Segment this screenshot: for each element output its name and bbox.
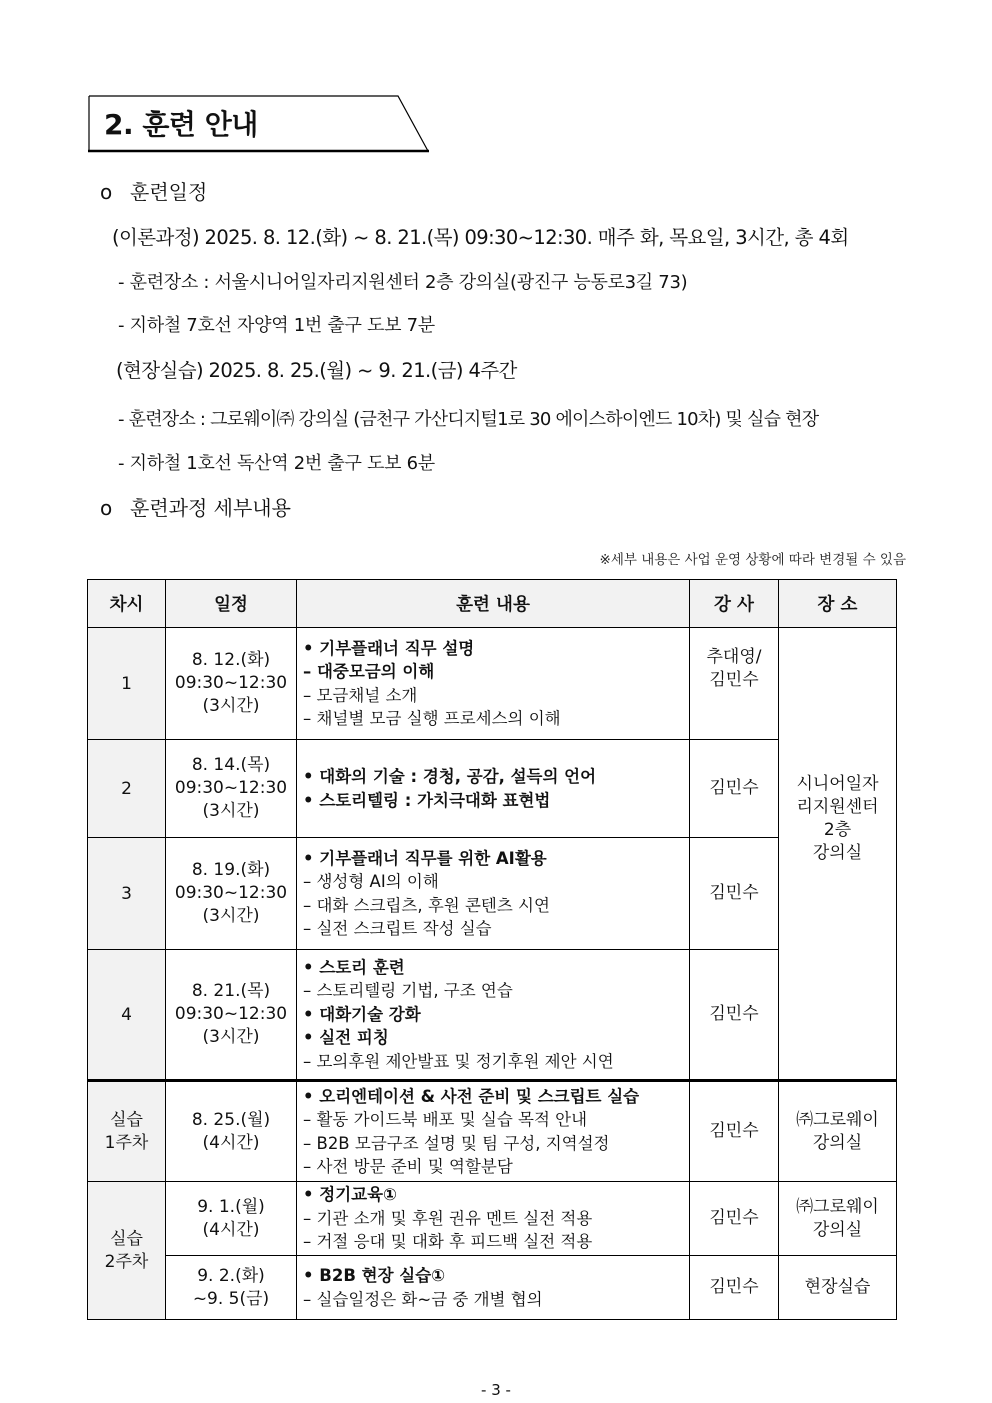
session-date: 9. 1.(월) (4시간) [166,1182,297,1256]
session-number: 3 [88,838,166,950]
training-schedule-table [87,579,897,1320]
session-content: • 오리엔테이션 & 사전 준비 및 스크립트 실습 – 활동 가이드북 배포 및 실습 목적 안내 – B2B 모금구조 설명 및 팀 구성, 지역설정 – 사전 방문 준비 및 역할분담 [297,1081,690,1182]
session-content: • B2B 현장 실습① – 실습일정은 화~금 중 개별 협의 [297,1256,690,1320]
session-content: • 기부플래너 직무 설명 – 대중모금의 이해 – 모금채널 소개 – 채널별 모금 실행 프로세스의 이해 [297,628,690,740]
section-title: 2. 훈련 안내 [104,108,258,141]
session-number: 4 [88,950,166,1081]
theory-course-line: (이론과정) 2025. 8. 12.(화) ~ 8. 21.(목) 09:30~12:30. 매주 화, 목요일, 3시간, 총 4회 [112,226,849,249]
change-notice: ※세부 내용은 사업 운영 상황에 따라 변경될 수 있음 [599,552,906,568]
session-date: 9. 2.(화) ~9. 5(금) [166,1256,297,1320]
session-content: • 기부플래너 직무를 위한 AI활용 – 생성형 AI의 이해 – 대화 스크립츠, 후원 콘텐츠 시연 – 실전 스크립트 작성 실습 [297,838,690,950]
table-row [88,740,897,838]
session-number: 2 [88,740,166,838]
session-date: 8. 21.(목) 09:30~12:30 (3시간) [166,950,297,1081]
section-title-box [88,95,428,151]
session-content: • 스토리 훈련 – 스토리텔링 기법, 구조 연습 • 대화기술 강화 • 실전 피칭 – 모의후원 제안발표 및 정기후원 제안 시연 [297,950,690,1081]
practice-place: - 훈련장소 : 그로웨이㈜ 강의실 (금천구 가산디지털1로 30 에이스하이엔드 10차) 및 실습 현장 [118,409,819,430]
practice-subway: - 지하철 1호선 독산역 2번 출구 도보 6분 [118,453,435,474]
header-content: 훈련 내용 [297,580,690,628]
page-number: - 3 - [481,1381,511,1399]
schedule-heading [100,176,207,205]
session-date: 8. 19.(화) 09:30~12:30 (3시간) [166,838,297,950]
session-instructor: 김민수 [690,950,779,1081]
header-date: 일정 [166,580,297,628]
session-instructor: 김민수 [690,1256,779,1320]
heading-bullet: o [100,496,113,520]
session-place: ㈜그로웨이 강의실 [779,1182,897,1256]
shared-place: 시니어일자 리지원센터 2층 강의실 [779,628,897,1081]
header-instructor: 강 사 [690,580,779,628]
table-row [88,628,897,740]
session-number: 실습 1주차 [88,1081,166,1182]
session-place: 현장실습 [779,1256,897,1320]
session-content: • 대화의 기술 : 경청, 공감, 설득의 언어 • 스토리텔링 : 가치극대화 표현법 [297,740,690,838]
table-header-row [88,580,897,628]
table-row [88,1182,897,1256]
table-row [88,838,897,950]
heading-bullet: o [100,180,113,204]
schedule-heading-label: 훈련일정 [130,180,208,204]
practice-course-line: (현장실습) 2025. 8. 25.(월) ~ 9. 21.(금) 4주간 [116,359,517,382]
detail-heading [100,492,291,521]
session-content: • 정기교육① – 기관 소개 및 후원 권유 멘트 실전 적용 – 거절 응대 및 대화 후 피드백 실전 적용 [297,1182,690,1256]
session-instructor: 김민수 [690,1182,779,1256]
session-instructor: 김민수 [690,838,779,950]
theory-place: - 훈련장소 : 서울시니어일자리지원센터 2층 강의실(광진구 능동로3길 73) [118,272,688,293]
session-date: 8. 25.(월) (4시간) [166,1081,297,1182]
session-instructor: 추대영/ 김민수 [690,628,779,740]
session-instructor: 김민수 [690,1081,779,1182]
session-number: 실습 2주차 [88,1182,166,1320]
session-place: ㈜그로웨이 강의실 [779,1081,897,1182]
table-row [88,1081,897,1182]
table-row [88,950,897,1081]
session-number: 1 [88,628,166,740]
detail-heading-label: 훈련과정 세부내용 [130,496,291,520]
session-date: 8. 14.(목) 09:30~12:30 (3시간) [166,740,297,838]
session-instructor: 김민수 [690,740,779,838]
header-place: 장 소 [779,580,897,628]
theory-subway: - 지하철 7호선 자양역 1번 출구 도보 7분 [118,315,435,336]
header-session: 차시 [88,580,166,628]
session-date: 8. 12.(화) 09:30~12:30 (3시간) [166,628,297,740]
table-row [88,1256,897,1320]
